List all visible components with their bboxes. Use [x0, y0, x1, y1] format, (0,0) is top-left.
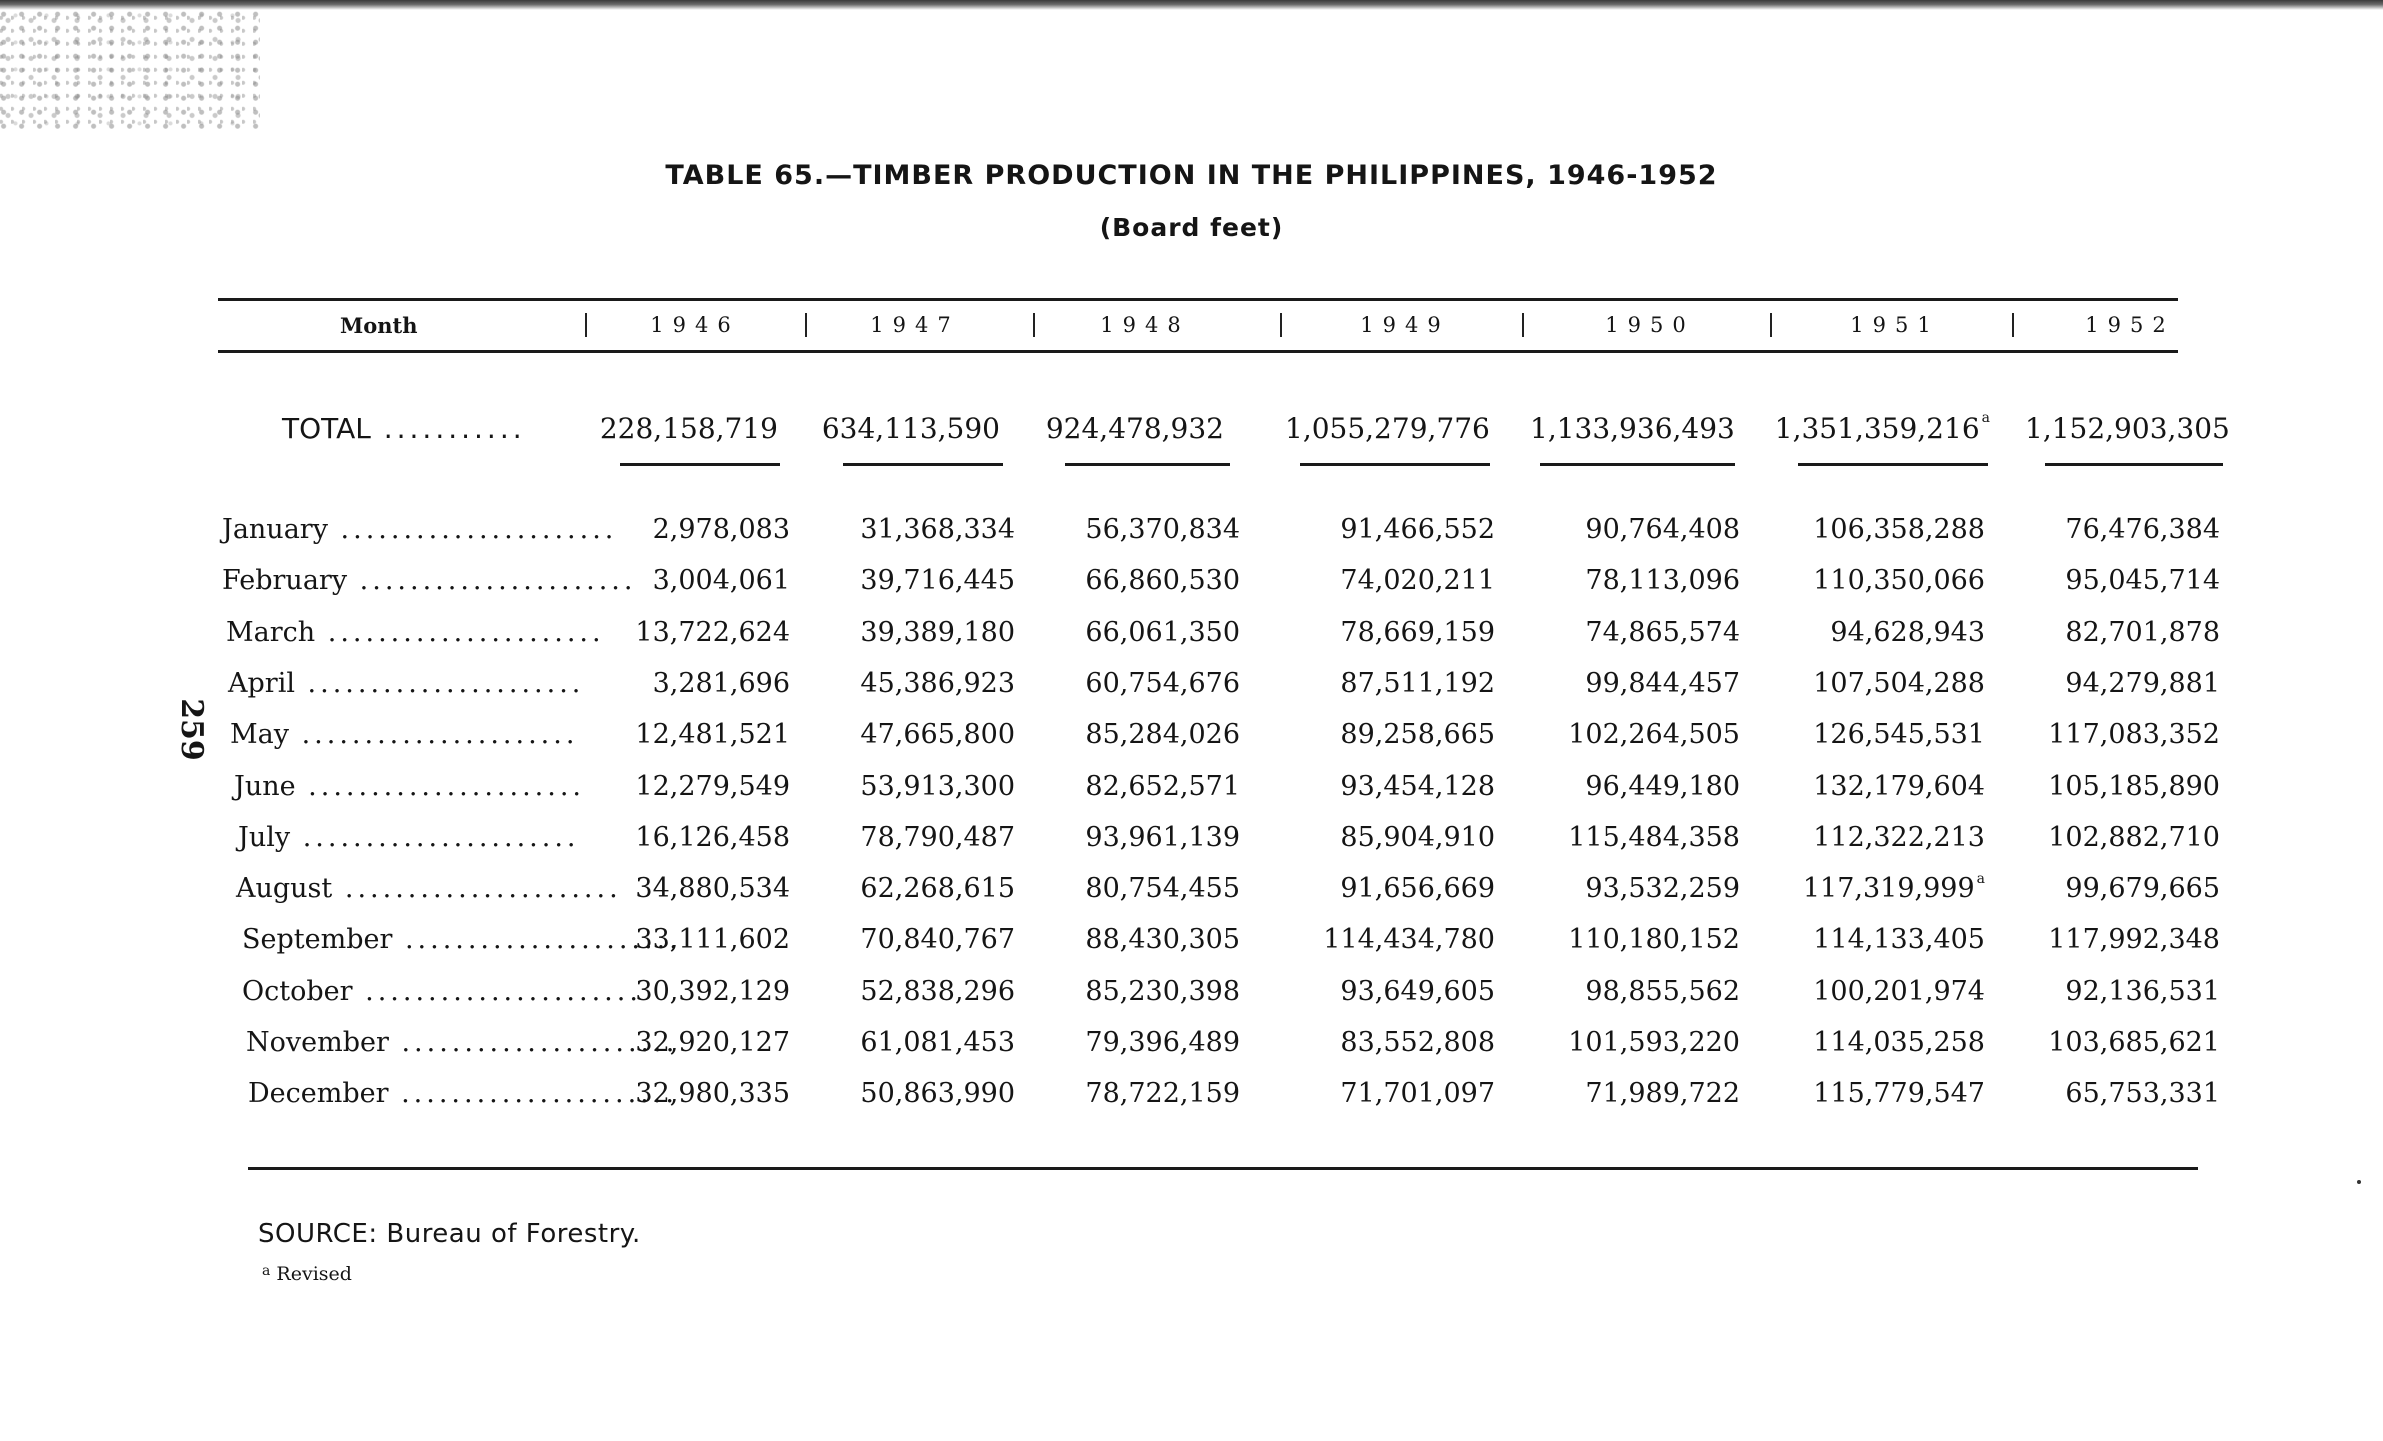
cell-1946: [580, 976, 790, 1007]
header-year: 1946: [650, 313, 740, 337]
cell-value: 106,358,288: [1813, 514, 1985, 545]
cell-1949: [1285, 617, 1495, 648]
cell-value: 76,476,384: [2065, 514, 2220, 545]
cell-1948: [1030, 1078, 1240, 1109]
cell-1949: [1285, 1027, 1495, 1058]
total-label-text: TOTAL: [282, 412, 371, 445]
cell-value: 2,978,083: [652, 514, 790, 545]
header-bottom-rule: [218, 350, 2178, 353]
cell-value: 45,386,923: [860, 668, 1015, 699]
month-name: November: [246, 1027, 389, 1058]
cell-value: 117,992,348: [2048, 924, 2220, 955]
month-label: June ......................: [234, 771, 585, 802]
month-label: August ......................: [236, 873, 622, 904]
cell-1952: [2010, 1078, 2220, 1109]
cell-value: 52,838,296: [860, 976, 1015, 1007]
cell-1946: [580, 1027, 790, 1058]
cell-1949: [1285, 924, 1495, 955]
cell-1952: [2010, 976, 2220, 1007]
cell-1952: [2010, 565, 2220, 596]
month-label: May ......................: [230, 719, 579, 750]
cell-value: 112,322,213: [1813, 822, 1985, 853]
cell-1949: [1285, 771, 1495, 802]
cell-value: 78,113,096: [1585, 565, 1740, 596]
cell-value: 107,504,288: [1813, 668, 1985, 699]
cell-value: 78,790,487: [860, 822, 1015, 853]
month-name: April: [228, 668, 295, 699]
month-label: January ......................: [222, 514, 618, 545]
cell-1951: [1775, 924, 1985, 955]
cell-value: 91,656,669: [1340, 873, 1495, 904]
cell-value: 62,268,615: [860, 873, 1015, 904]
cell-value: 12,279,549: [635, 771, 790, 802]
cell-1950: [1530, 514, 1740, 545]
cell-value: 82,652,571: [1085, 771, 1240, 802]
cell-value: 117,319,999: [1802, 873, 1975, 904]
header-year: 1947: [870, 313, 960, 337]
month-name: March: [226, 617, 316, 648]
month-name: July: [238, 822, 291, 853]
cell-1947: [805, 719, 1015, 750]
month-row: [0, 1027, 2383, 1067]
cell-value: 33,111,602: [635, 924, 790, 955]
cell-value: 96,449,180: [1585, 771, 1740, 802]
cell-1946: [580, 719, 790, 750]
cell-value: 102,264,505: [1568, 719, 1740, 750]
cell-1952: [2010, 617, 2220, 648]
month-name: February: [222, 565, 348, 596]
header-year: 1951: [1850, 313, 1940, 337]
cell-value: 66,061,350: [1085, 617, 1240, 648]
month-row: [0, 514, 2383, 554]
cell-value: 39,716,445: [860, 565, 1015, 596]
total-1951: [1770, 412, 1990, 445]
cell-value: 132,179,604: [1813, 771, 1985, 802]
cell-value: 105,185,890: [2048, 771, 2220, 802]
cell-1951: [1775, 668, 1985, 699]
cell-1951: [1775, 976, 1985, 1007]
cell-value: 83,552,808: [1340, 1027, 1495, 1058]
cell-1946: [580, 668, 790, 699]
cell-1948: [1030, 1027, 1240, 1058]
cell-1947: [805, 617, 1015, 648]
cell-value: 61,081,453: [860, 1027, 1015, 1058]
cell-value: 13,722,624: [635, 617, 790, 648]
cell-1951: [1775, 1078, 1985, 1109]
cell-1950: [1530, 771, 1740, 802]
cell-value: 16,126,458: [635, 822, 790, 853]
month-label: September ......................: [242, 924, 682, 955]
month-row: [0, 873, 2383, 913]
cell-1948: [1030, 771, 1240, 802]
month-label: March ......................: [226, 617, 605, 648]
cell-value: 99,679,665: [2065, 873, 2220, 904]
cell-value: 74,865,574: [1585, 617, 1740, 648]
cell-1952: [2010, 1027, 2220, 1058]
cell-value: 87,511,192: [1340, 668, 1495, 699]
month-row: [0, 822, 2383, 862]
table-subtitle: (Board feet): [1099, 213, 1284, 242]
cell-1950: [1530, 924, 1740, 955]
month-row: [0, 719, 2383, 759]
table-bottom-rule: [248, 1167, 2198, 1170]
cell-1946: [580, 1078, 790, 1109]
cell-1950: [1530, 976, 1740, 1007]
source-note: SOURCE: Bureau of Forestry.: [258, 1219, 641, 1249]
cell-value: 85,230,398: [1085, 976, 1240, 1007]
cell-1948: [1030, 514, 1240, 545]
cell-1951: [1775, 719, 1985, 750]
cell-value: 91,466,552: [1340, 514, 1495, 545]
cell-value: 115,779,547: [1813, 1078, 1985, 1109]
cell-value: 34,880,534: [635, 873, 790, 904]
header-year: 1949: [1360, 313, 1450, 337]
total-1947: 634,113,590: [821, 412, 1000, 445]
cell-value: 110,180,152: [1568, 924, 1740, 955]
header-separator: [1522, 313, 1524, 337]
cell-1947: [805, 771, 1015, 802]
month-name: June: [234, 771, 296, 802]
total-1946: 228,158,719: [599, 412, 778, 445]
cell-1949: [1285, 668, 1495, 699]
cell-1949: [1285, 976, 1495, 1007]
cell-1950: [1530, 668, 1740, 699]
header-separator: [1770, 313, 1772, 337]
cell-1948: [1030, 976, 1240, 1007]
total-underline: [1065, 463, 1230, 466]
month-label: December ......................: [248, 1078, 678, 1109]
total-underline: [843, 463, 1003, 466]
cell-value: 56,370,834: [1085, 514, 1240, 545]
cell-value: 102,882,710: [2048, 822, 2220, 853]
cell-value: 65,753,331: [2065, 1078, 2220, 1109]
month-label: April ......................: [228, 668, 585, 699]
month-row: [0, 771, 2383, 811]
cell-value: 94,628,943: [1830, 617, 1985, 648]
scan-dot: [2357, 1180, 2361, 1184]
cell-value: 70,840,767: [860, 924, 1015, 955]
cell-1948: [1030, 822, 1240, 853]
total-underline: [1540, 463, 1735, 466]
cell-value: 89,258,665: [1340, 719, 1495, 750]
month-name: May: [230, 719, 289, 750]
cell-value: 100,201,974: [1813, 976, 1985, 1007]
cell-1947: [805, 976, 1015, 1007]
cell-value: 114,035,258: [1813, 1027, 1985, 1058]
cell-1950: [1530, 873, 1740, 904]
cell-1949: [1285, 565, 1495, 596]
cell-value: 114,434,780: [1323, 924, 1495, 955]
cell-value: 82,701,878: [2065, 617, 2220, 648]
cell-1947: [805, 822, 1015, 853]
cell-value: 92,136,531: [2065, 976, 2220, 1007]
cell-value: 12,481,521: [635, 719, 790, 750]
cell-value: 115,484,358: [1568, 822, 1740, 853]
header-top-rule: [218, 298, 2178, 301]
cell-value: 30,392,129: [635, 976, 790, 1007]
total-1950: 1,133,936,493: [1530, 412, 1735, 445]
cell-1948: [1030, 668, 1240, 699]
month-row: [0, 976, 2383, 1016]
cell-1947: [805, 668, 1015, 699]
month-name: September: [242, 924, 393, 955]
total-underline: [620, 463, 780, 466]
header-year: 1948: [1100, 313, 1190, 337]
cell-value: 71,989,722: [1585, 1078, 1740, 1109]
cell-1949: [1285, 719, 1495, 750]
cell-value: 71,701,097: [1340, 1078, 1495, 1109]
scan-top-edge: [0, 0, 2383, 10]
cell-1946: [580, 822, 790, 853]
cell-value: 85,284,026: [1085, 719, 1240, 750]
footnote: [262, 1263, 352, 1285]
cell-1952: [2010, 514, 2220, 545]
cell-value: 114,133,405: [1813, 924, 1985, 955]
cell-value: 31,368,334: [860, 514, 1015, 545]
cell-1946: [580, 514, 790, 545]
cell-value: 3,004,061: [652, 565, 790, 596]
cell-1947: [805, 565, 1015, 596]
footnote-marker: a: [1981, 410, 1990, 426]
cell-value: 53,913,300: [860, 771, 1015, 802]
cell-value: 74,020,211: [1340, 565, 1495, 596]
cell-1946: [580, 617, 790, 648]
cell-1951: [1775, 617, 1985, 648]
cell-1950: [1530, 822, 1740, 853]
table-title: TABLE 65.—TIMBER PRODUCTION IN THE PHILIPPINES, 1946-1952: [665, 160, 1718, 191]
total-1948: 924,478,932: [1045, 412, 1224, 445]
month-row: [0, 1078, 2383, 1118]
cell-value: 99,844,457: [1585, 668, 1740, 699]
cell-1947: [805, 924, 1015, 955]
total-1951-value: 1,351,359,216: [1774, 412, 1980, 445]
cell-1950: [1530, 617, 1740, 648]
month-label: July ......................: [238, 822, 580, 853]
header-separator: [805, 313, 807, 337]
column-header-row: [0, 313, 2383, 343]
cell-1949: [1285, 873, 1495, 904]
total-label: TOTAL ...........: [282, 412, 526, 445]
header-year: 1950: [1605, 313, 1695, 337]
month-label: February ......................: [222, 565, 637, 596]
cell-1952: [2010, 873, 2220, 904]
cell-value: 79,396,489: [1085, 1027, 1240, 1058]
cell-1948: [1030, 617, 1240, 648]
cell-1948: [1030, 565, 1240, 596]
cell-value: 32,980,335: [635, 1078, 790, 1109]
total-underline: [2045, 463, 2223, 466]
page-number: 259: [173, 698, 209, 761]
month-row: [0, 617, 2383, 657]
cell-1952: [2010, 719, 2220, 750]
month-row: [0, 668, 2383, 708]
cell-1951: [1775, 565, 1985, 596]
cell-value: 39,389,180: [860, 617, 1015, 648]
cell-1948: [1030, 719, 1240, 750]
cell-1952: [2010, 822, 2220, 853]
cell-1951: [1775, 771, 1985, 802]
header-separator: [2012, 313, 2014, 337]
header-month: Month: [340, 313, 418, 338]
cell-1951: [1775, 1027, 1985, 1058]
cell-value: 90,764,408: [1585, 514, 1740, 545]
footnote-marker: a: [262, 1263, 271, 1279]
cell-value: 66,860,530: [1085, 565, 1240, 596]
cell-value: 78,669,159: [1340, 617, 1495, 648]
total-1952: 1,152,903,305: [2025, 412, 2230, 445]
total-underline: [1300, 463, 1490, 466]
cell-value: 50,863,990: [860, 1078, 1015, 1109]
cell-1946: [580, 924, 790, 955]
month-label: November ......................: [246, 1027, 679, 1058]
cell-value: 98,855,562: [1585, 976, 1740, 1007]
footnote-marker: a: [1976, 871, 1985, 887]
total-row: [0, 412, 2383, 452]
footnote-text: Revised: [276, 1263, 352, 1285]
cell-value: 85,904,910: [1340, 822, 1495, 853]
cell-1951: [1775, 873, 1985, 904]
cell-value: 32,920,127: [635, 1027, 790, 1058]
header-separator: [585, 313, 587, 337]
cell-1948: [1030, 873, 1240, 904]
cell-value: 47,665,800: [860, 719, 1015, 750]
cell-1950: [1530, 1078, 1740, 1109]
cell-1949: [1285, 514, 1495, 545]
cell-1950: [1530, 1027, 1740, 1058]
cell-value: 94,279,881: [2065, 668, 2220, 699]
cell-1947: [805, 873, 1015, 904]
cell-value: 95,045,714: [2065, 565, 2220, 596]
cell-1952: [2010, 668, 2220, 699]
cell-value: 103,685,621: [2048, 1027, 2220, 1058]
cell-value: 101,593,220: [1568, 1027, 1740, 1058]
month-row: [0, 924, 2383, 964]
cell-1947: [805, 1027, 1015, 1058]
cell-value: 80,754,455: [1085, 873, 1240, 904]
cell-value: 60,754,676: [1085, 668, 1240, 699]
cell-1946: [580, 565, 790, 596]
cell-value: 93,532,259: [1585, 873, 1740, 904]
scan-speckle: [0, 10, 260, 130]
total-underline: [1798, 463, 1988, 466]
header-separator: [1033, 313, 1035, 337]
cell-1949: [1285, 1078, 1495, 1109]
month-name: August: [236, 873, 333, 904]
cell-value: 3,281,696: [652, 668, 790, 699]
cell-1952: [2010, 771, 2220, 802]
cell-value: 110,350,066: [1813, 565, 1985, 596]
month-label: October ......................: [242, 976, 642, 1007]
cell-value: 117,083,352: [2048, 719, 2220, 750]
header-year: 1952: [2085, 313, 2175, 337]
cell-1946: [580, 873, 790, 904]
cell-1949: [1285, 822, 1495, 853]
cell-value: 93,961,139: [1085, 822, 1240, 853]
cell-1947: [805, 514, 1015, 545]
cell-1946: [580, 771, 790, 802]
month-name: October: [242, 976, 353, 1007]
cell-1950: [1530, 565, 1740, 596]
cell-1951: [1775, 822, 1985, 853]
total-1949: 1,055,279,776: [1285, 412, 1490, 445]
cell-1948: [1030, 924, 1240, 955]
month-name: December: [248, 1078, 389, 1109]
cell-value: 93,454,128: [1340, 771, 1495, 802]
month-name: January: [222, 514, 328, 545]
cell-1947: [805, 1078, 1015, 1109]
cell-value: 126,545,531: [1813, 719, 1985, 750]
cell-1951: [1775, 514, 1985, 545]
header-separator: [1280, 313, 1282, 337]
cell-1950: [1530, 719, 1740, 750]
cell-value: 78,722,159: [1085, 1078, 1240, 1109]
month-row: [0, 565, 2383, 605]
cell-value: 88,430,305: [1085, 924, 1240, 955]
cell-value: 93,649,605: [1340, 976, 1495, 1007]
cell-1952: [2010, 924, 2220, 955]
